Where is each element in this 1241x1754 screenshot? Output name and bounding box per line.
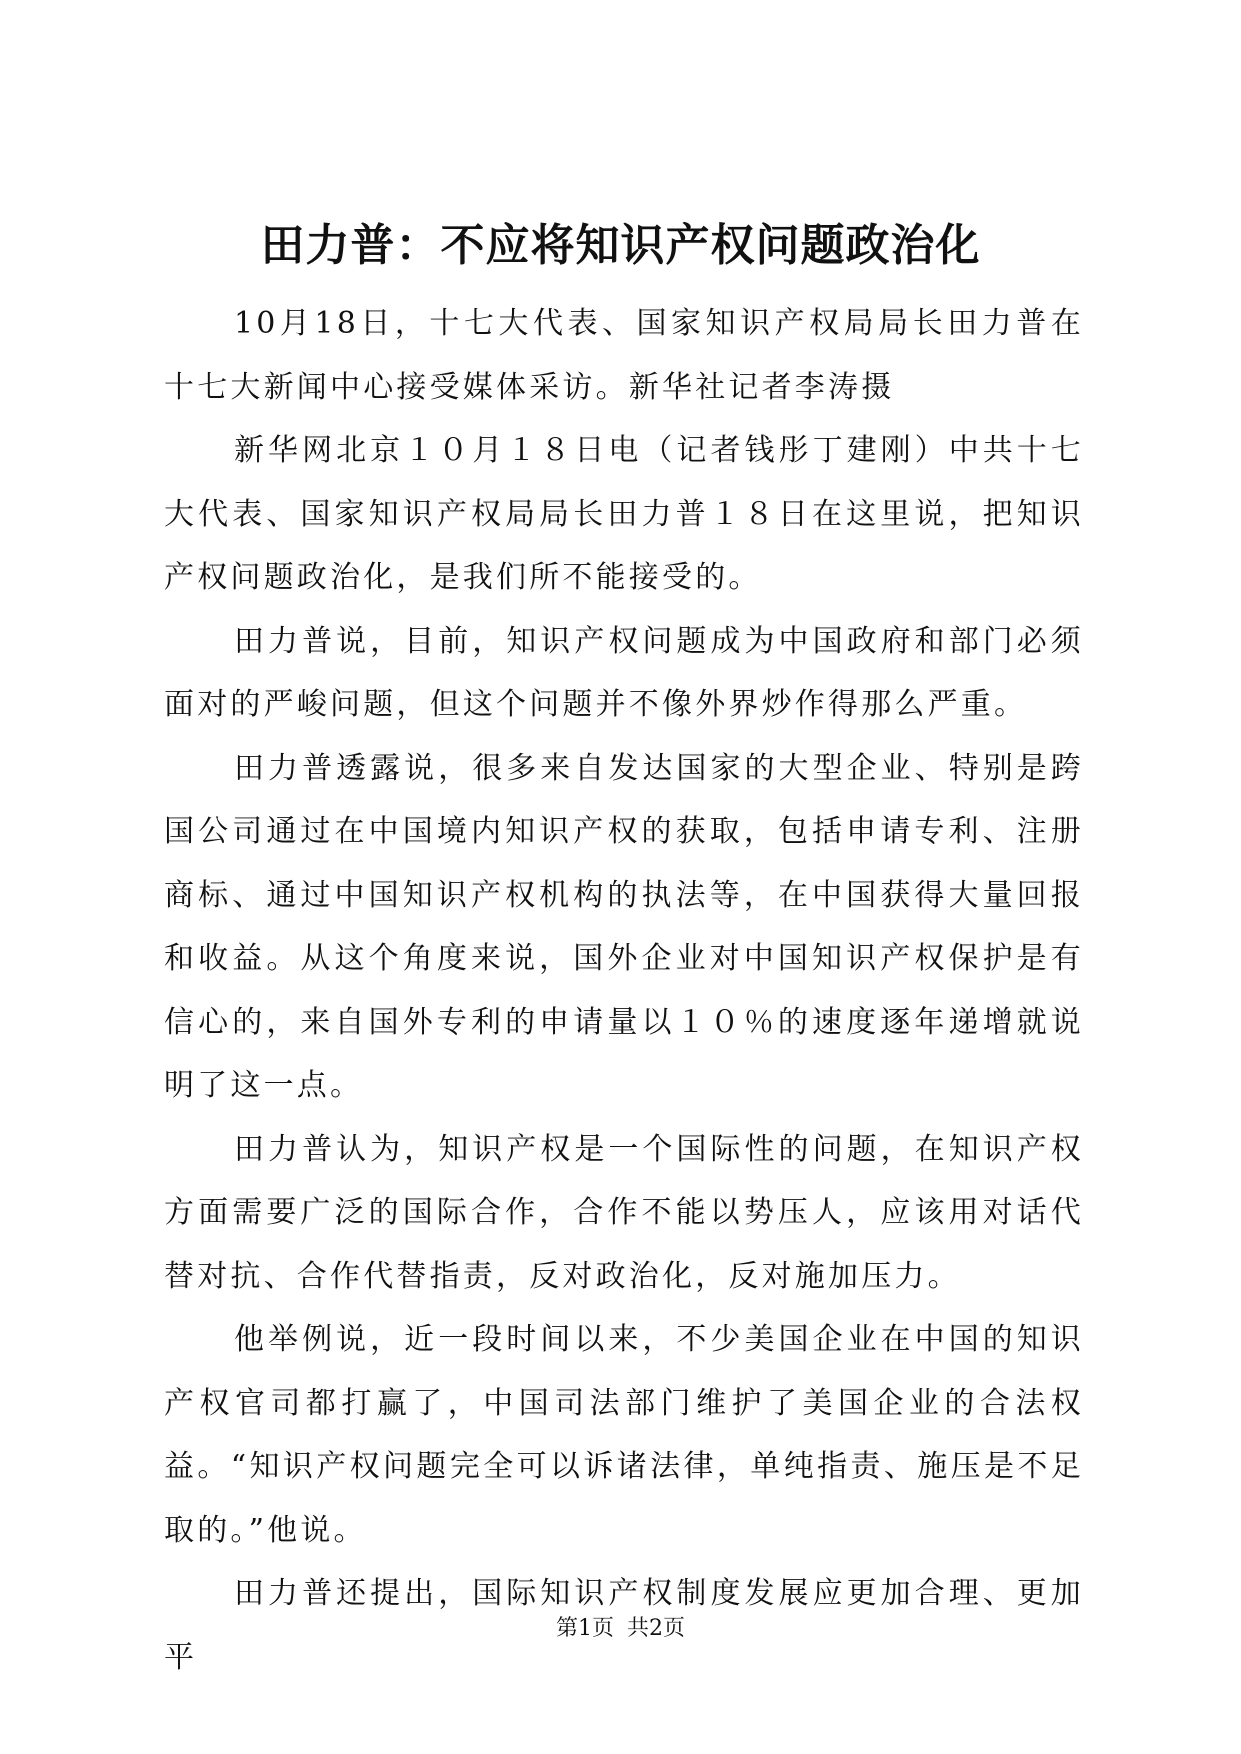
paragraph: 10月18日，十七大代表、国家知识产权局局长田力普在十七大新闻中心接受媒体采访。新华社记者李涛摄	[164, 306, 1084, 405]
page-footer	[0, 1614, 1241, 1644]
paragraph: 田力普认为，知识产权是一个国际性的问题，在知识产权方面需要广泛的国际合作，合作不能以势压人，应该用对话代替对抗、合作代替指责，反对政治化，反对施加压力。	[164, 1131, 1084, 1294]
paragraph: 他举例说，近一段时间以来，不少美国企业在中国的知识产权官司都打赢了，中国司法部门维护了美国企业的合法权益。“知识产权问题完全可以诉诸法律，单纯指责、施压是不足取的。”他说。	[164, 1322, 1084, 1548]
paragraph: 田力普透露说，很多来自发达国家的大型企业、特别是跨国公司通过在中国境内知识产权的获取，包括申请专利、注册商标、通过中国知识产权机构的执法等，在中国获得大量回报和收益。从这个角度来说，国外企业对中国知识产权保护是有信心的，来自国外专利的申请量以１０％的速度逐年递增就说明了这一点。	[164, 750, 1084, 1103]
page-number: 第1页	[556, 1616, 614, 1641]
document-body	[164, 292, 1084, 1689]
paragraph: 新华网北京１０月１８日电（记者钱彤丁建刚）中共十七大代表、国家知识产权局局长田力普１８日在这里说，把知识产权问题政治化，是我们所不能接受的。	[164, 433, 1084, 595]
paragraph: 田力普还提出，国际知识产权制度发展应更加合理、更加平	[164, 1576, 1084, 1675]
page-total: 共2页	[627, 1616, 685, 1641]
document-title: 田力普：不应将知识产权问题政治化	[260, 220, 981, 271]
paragraph: 田力普说，目前，知识产权问题成为中国政府和部门必须面对的严峻问题，但这个问题并不像外界炒作得那么严重。	[164, 623, 1084, 722]
